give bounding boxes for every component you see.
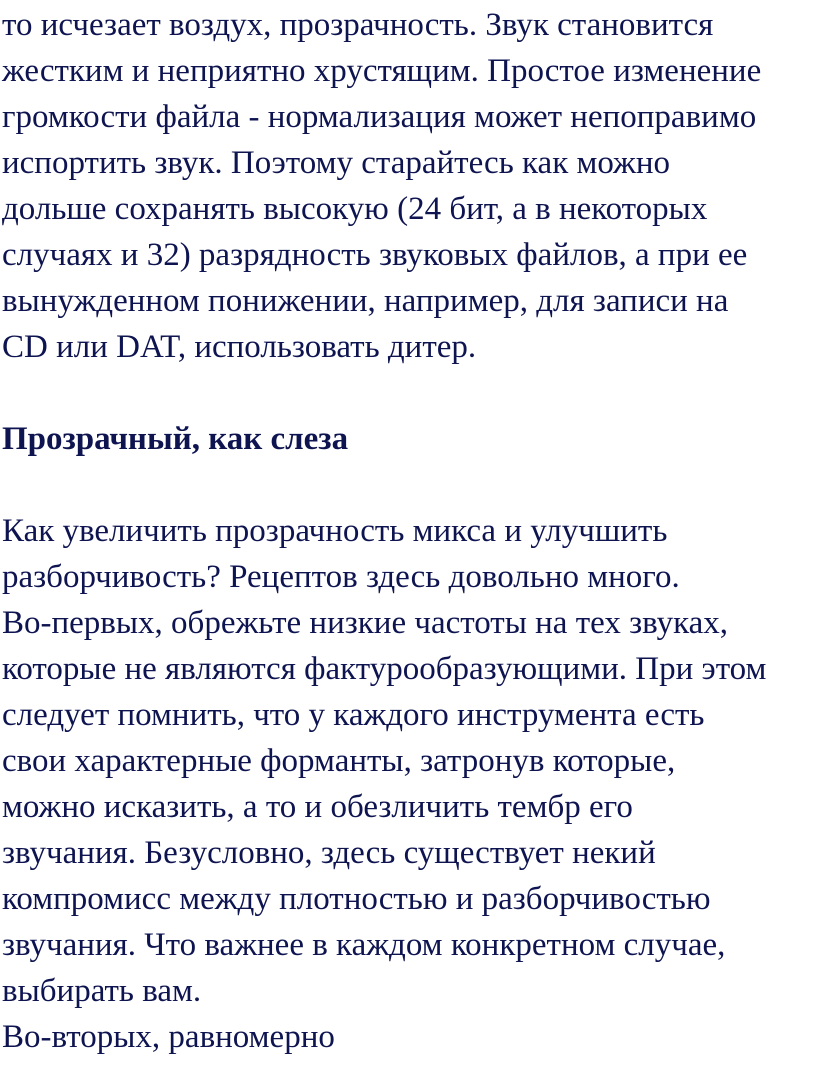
text-line: звучания. Что важнее в каждом конкретном случае,	[2, 927, 726, 963]
text-line: звучания. Безусловно, здесь существует некий	[2, 835, 656, 871]
text-line: можно исказить, а то и обезличить тембр его	[2, 789, 633, 825]
text-line: громкости файла - нормализация может непоправимо	[2, 99, 757, 135]
text-line: испортить звук. Поэтому старайтесь как можно	[2, 145, 670, 181]
text-line: то исчезает воздух, прозрачность. Звук становится	[2, 7, 714, 43]
text-line: свои характерные форманты, затронув которые,	[2, 743, 676, 779]
text-line: CD или DAT, использовать дитер.	[2, 329, 477, 365]
text-line: выбирать вам.	[2, 973, 202, 1009]
text-line: Во-вторых, равномерно	[2, 1019, 335, 1055]
text-line: Во-первых, обрежьте низкие частоты на тех звуках,	[2, 605, 728, 641]
text-line: следует помнить, что у каждого инструмента есть	[2, 697, 705, 733]
text-line: случаях и 32) разрядность звуковых файлов, а при ее	[2, 237, 748, 273]
text-line: Как увеличить прозрачность микса и улучшить	[2, 513, 668, 549]
text-line: дольше сохранять высокую (24 бит, а в некоторых	[2, 191, 708, 227]
text-line: которые не являются фактурообразующими. При этом	[2, 651, 767, 687]
text-line: жестким и неприятно хрустящим. Простое изменение	[2, 53, 762, 89]
text-line: вынужденном понижении, например, для записи на	[2, 283, 729, 319]
text-line: разборчивость? Рецептов здесь довольно много.	[2, 559, 680, 595]
text-line: компромисс между плотностью и разборчивостью	[2, 881, 711, 917]
section-heading: Прозрачный, как слеза	[2, 421, 349, 457]
